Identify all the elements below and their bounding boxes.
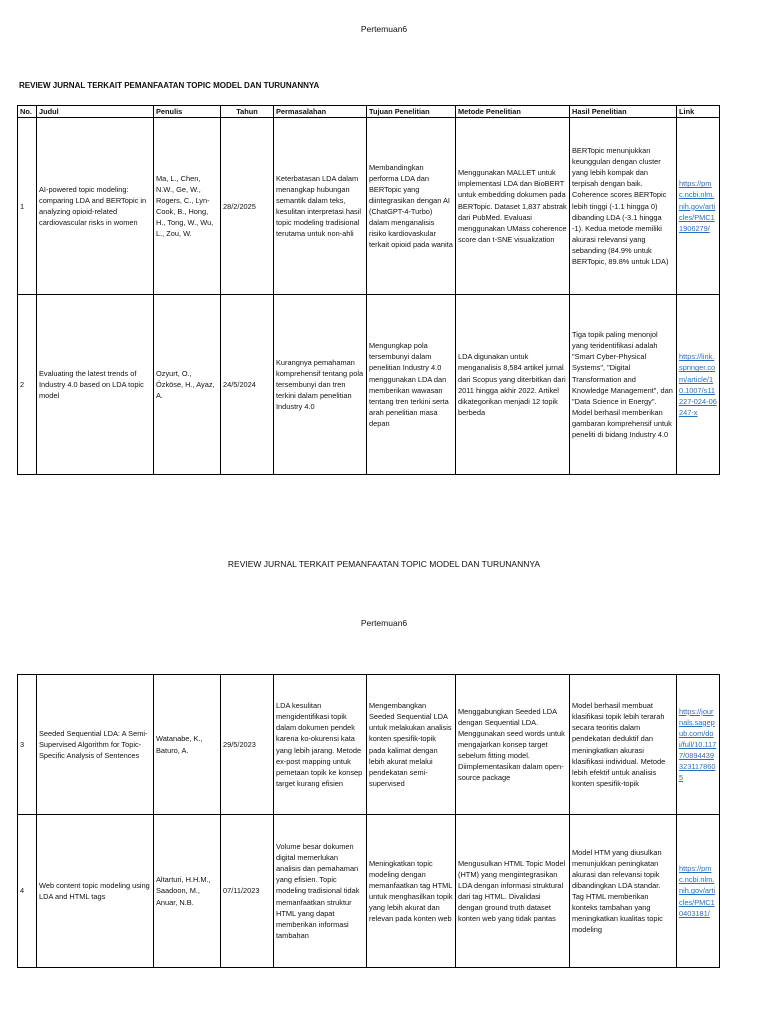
cell-judul: AI-powered topic modeling: comparing LDA and BERTopic in analyzing opioid-related cardiovascular risks in women bbox=[37, 118, 154, 295]
cell-link bbox=[677, 295, 720, 475]
column-header: Penulis bbox=[154, 106, 221, 118]
column-header: No. bbox=[18, 106, 37, 118]
cell-tahun: 07/11/2023 bbox=[221, 815, 274, 968]
cell-judul: Evaluating the latest trends of Industry 4.0 based on LDA topic model bbox=[37, 295, 154, 475]
cell-penulis: Ma, L., Chen, N.W., Ge, W., Rogers, C., Lyn-Cook, B., Hong, H., Tong, W., Wu, L., Zou, W. bbox=[154, 118, 221, 295]
cell-hasil: BERTopic menunjukkan keunggulan dengan cluster yang lebih kompak dan terpisah dengan baik. Coherence scores BERTopic lebih tinggi (-1.1 hingga 0) dibanding LDA (-3.1 hingga -1). Kedua metode memiliki akurasi relevansi yang sebanding (84.9% untuk BERTopic, 89.8% untuk LDA) bbox=[570, 118, 677, 295]
cell-link bbox=[677, 675, 720, 815]
article-link[interactable]: https://journals.sagepub.com/doi/full/10.1177/08944393231178605 bbox=[679, 706, 717, 783]
cell-metode: Menggabungkan Seeded LDA dengan Sequential LDA. Menggunakan seed words untuk mengajarkan konsep target sebelum fitting model. Diimplementasikan dalam open-source package bbox=[456, 675, 570, 815]
cell-no: 2 bbox=[18, 295, 37, 475]
cell-tahun: 28/2/2025 bbox=[221, 118, 274, 295]
cell-link bbox=[677, 118, 720, 295]
cell-permasalahan: Keterbatasan LDA dalam menangkap hubungan semantik dalam teks, kesulitan interpretasi hasil topic modeling tradisional terutama untuk non-ahli bbox=[274, 118, 367, 295]
cell-penulis: Watanabe, K., Baturo, A. bbox=[154, 675, 221, 815]
cell-no: 1 bbox=[18, 118, 37, 295]
cell-judul: Seeded Sequential LDA: A Semi-Supervised Algorithm for Topic-Specific Analysis of Sentences bbox=[37, 675, 154, 815]
cell-tahun: 24/5/2024 bbox=[221, 295, 274, 475]
review-table-page-2 bbox=[17, 674, 720, 968]
column-header: Judul bbox=[37, 106, 154, 118]
cell-penulis: Altarturi, H.H.M., Saadoon, M., Anuar, N.B. bbox=[154, 815, 221, 968]
cell-hasil: Model berhasil membuat klasifikasi topik lebih terarah secara teoritis dalam pendekatan deduktif dan meningkatkan akurasi klasifikasi individual. Metode lebih efektif untuk analisis konten spesifik-topik bbox=[570, 675, 677, 815]
cell-metode: LDA digunakan untuk menganalisis 8,584 artikel jurnal dari Scopus yang diterbitkan dari 2011 hingga akhir 2022. Artikel dikategorikan menjadi 12 topik berbeda bbox=[456, 295, 570, 475]
cell-no: 4 bbox=[18, 815, 37, 968]
cell-tujuan: Meningkatkan topic modeling dengan memanfaatkan tag HTML untuk menghasilkan topik yang lebih akurat dan relevan pada konten web bbox=[367, 815, 456, 968]
table-row bbox=[18, 675, 720, 815]
section-heading: REVIEW JURNAL TERKAIT PEMANFAATAN TOPIC MODEL DAN TURUNANNYA bbox=[19, 81, 320, 90]
table-header-row bbox=[18, 106, 720, 118]
column-header: Link bbox=[677, 106, 720, 118]
column-header: Permasalahan bbox=[274, 106, 367, 118]
table-row bbox=[18, 295, 720, 475]
cell-penulis: Ozyurt, O., Özköse, H., Ayaz, A. bbox=[154, 295, 221, 475]
cell-metode: Menggunakan MALLET untuk implementasi LDA dan BioBERT untuk embedding dokumen pada BERTopic. Dataset 1,837 abstrak dari PubMed. Evaluasi menggunakan UMass coherence score dan t-SNE visualization bbox=[456, 118, 570, 295]
cell-permasalahan: LDA kesulitan mengidentifikasi topik dalam dokumen pendek karena ko-okurensi kata yang lebih jarang. Metode ex-post mapping untuk pemetaan topik ke konsep target kurang efisien bbox=[274, 675, 367, 815]
article-link[interactable]: https://link.springer.com/article/10.1007/s11227-024-06247-x bbox=[679, 352, 717, 417]
article-link[interactable]: https://pmc.ncbi.nlm.nih.gov/articles/PMC11906279/ bbox=[679, 179, 716, 233]
table-row bbox=[18, 815, 720, 968]
cell-metode: Mengusulkan HTML Topic Model (HTM) yang mengintegrasikan LDA dengan informasi struktural dari tag HTML. Divalidasi dengan ground truth dataset konten web yang tidak pantas bbox=[456, 815, 570, 968]
cell-hasil: Model HTM yang diusulkan menunjukkan peningkatan akurasi dan relevansi topik dibandingkan LDA standar. Tag HTML memberikan konteks tambahan yang meningkatkan kualitas topic modeling bbox=[570, 815, 677, 968]
page-header-label: Pertemuan6 bbox=[360, 618, 408, 628]
cell-permasalahan: Volume besar dokumen digital memerlukan analisis dan pemahaman yang efisien. Topic modeling tradisional tidak memanfaatkan struktur HTML yang dapat memberikan informasi tambahan bbox=[274, 815, 367, 968]
column-header: Tahun bbox=[221, 106, 274, 118]
article-link[interactable]: https://pmc.ncbi.nlm.nih.gov/articles/PMC10403181/ bbox=[679, 864, 716, 918]
cell-no: 3 bbox=[18, 675, 37, 815]
column-header: Tujuan Penelitian bbox=[367, 106, 456, 118]
cell-link bbox=[677, 815, 720, 968]
cell-judul: Web content topic modeling using LDA and HTML tags bbox=[37, 815, 154, 968]
review-table-page-1 bbox=[17, 105, 720, 475]
cell-tujuan: Mengungkap pola tersembunyi dalam penelitian Industry 4.0 menggunakan LDA dan memberikan wawasan tentang tren terkini serta arah penelitian masa depan bbox=[367, 295, 456, 475]
cell-tujuan: Mengembangkan Seeded Sequential LDA untuk melakukan analisis konten spesifik-topik pada kalimat dengan lebih akurat melalui pendekatan semi-supervised bbox=[367, 675, 456, 815]
cell-hasil: Tiga topik paling menonjol yang teridentifikasi adalah "Smart Cyber-Physical Systems", "Digital Transformation and Knowledge Management", dan "Data Science in Energy". Model berhasil memberikan gambaran komprehensif untuk peneliti di bidang Industry 4.0 bbox=[570, 295, 677, 475]
column-header: Hasil Penelitian bbox=[570, 106, 677, 118]
cell-tujuan: Membandingkan performa LDA dan BERTopic yang diintegrasikan dengan AI (ChatGPT-4-Turbo) dalam menganalisis risiko kardiovaskular terkait opioid pada wanita bbox=[367, 118, 456, 295]
cell-permasalahan: Kurangnya pemahaman komprehensif tentang pola tersembunyi dan tren terkini dalam penelitian Industry 4.0 bbox=[274, 295, 367, 475]
cell-tahun: 29/5/2023 bbox=[221, 675, 274, 815]
table-row bbox=[18, 118, 720, 295]
page-header-label: Pertemuan6 bbox=[360, 24, 408, 34]
column-header: Metode Penelitian bbox=[456, 106, 570, 118]
section-heading: REVIEW JURNAL TERKAIT PEMANFAATAN TOPIC MODEL DAN TURUNANNYA bbox=[227, 559, 541, 569]
